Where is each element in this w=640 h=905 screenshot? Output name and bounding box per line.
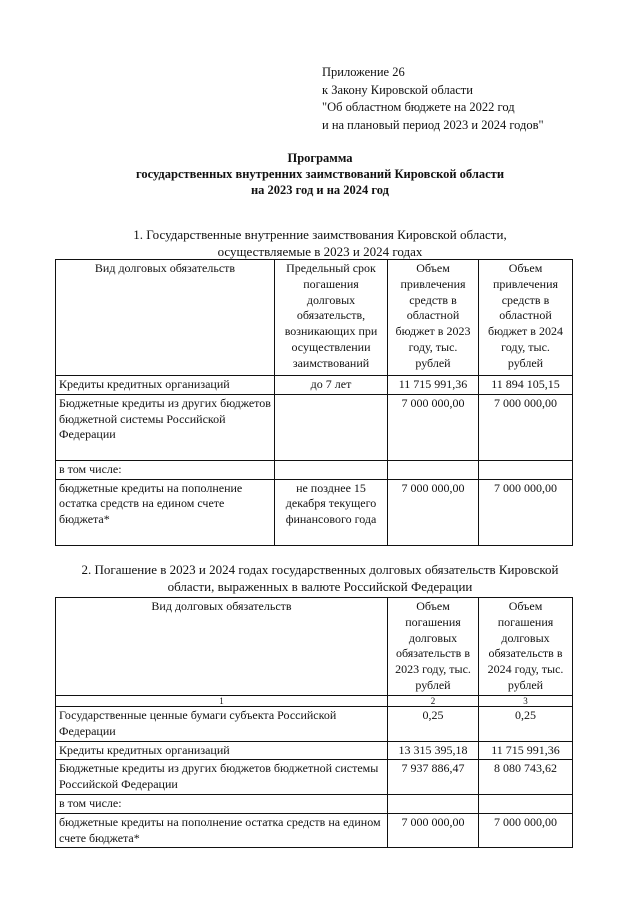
- header-cell: Объем погашения долговых обязательств в 2023 году, тыс. рублей: [388, 598, 479, 696]
- document-title: [0, 150, 640, 198]
- row-value-2023: 11 715 991,36: [388, 376, 479, 395]
- table-row: [56, 394, 573, 460]
- repayment-table: [55, 597, 573, 848]
- section-heading-line: осуществляемые в 2023 и 2024 годах: [217, 244, 423, 259]
- row-name: Бюджетные кредиты из других бюджетов бюджетной системы Российской Федерации: [56, 394, 275, 460]
- title-line: на 2023 год и на 2024 год: [250, 183, 389, 197]
- appendix-line: к Закону Кировской области: [322, 82, 473, 97]
- table-row: [56, 460, 573, 479]
- header-cell: Объем привлечения средств в областной бюджет в 2023 году, тыс. рублей: [388, 260, 479, 376]
- appendix-block: [322, 64, 544, 134]
- row-name: Кредиты кредитных организаций: [56, 741, 388, 760]
- appendix-line: Приложение 26: [322, 65, 405, 79]
- row-term: [275, 394, 388, 460]
- row-term: [275, 460, 388, 479]
- row-value-2024: 7 000 000,00: [479, 479, 573, 545]
- row-value-2024: [479, 460, 573, 479]
- appendix-line: и на плановый период 2023 и 2024 годов": [322, 117, 544, 132]
- row-value-2023: 7 000 000,00: [388, 394, 479, 460]
- row-value-2023: 0,25: [388, 707, 479, 742]
- row-value-2024: 0,25: [479, 707, 573, 742]
- header-cell: Предельный срок погашения долговых обязательств, возникающих при осуществлении заимствований: [275, 260, 388, 376]
- row-name: Бюджетные кредиты из других бюджетов бюджетной системы Российской Федерации: [56, 760, 388, 795]
- row-value-2024: [479, 794, 573, 813]
- row-value-2023: 7 000 000,00: [388, 479, 479, 545]
- row-value-2023: 7 937 886,47: [388, 760, 479, 795]
- row-value-2024: 11 715 991,36: [479, 741, 573, 760]
- row-name: в том числе:: [56, 794, 388, 813]
- row-name: бюджетные кредиты на пополнение остатка средств на едином счете бюджета*: [56, 479, 275, 545]
- column-index-row: [56, 696, 573, 707]
- row-value-2024: 11 894 105,15: [479, 376, 573, 395]
- section2-heading: [0, 561, 640, 595]
- header-cell: Объем погашения долговых обязательств в 2024 году, тыс. рублей: [479, 598, 573, 696]
- row-term: до 7 лет: [275, 376, 388, 395]
- row-name: Государственные ценные бумаги субъекта Российской Федерации: [56, 707, 388, 742]
- row-value-2023: 7 000 000,00: [388, 813, 479, 848]
- row-name: бюджетные кредиты на пополнение остатка средств на едином счете бюджета*: [56, 813, 388, 848]
- section-heading-line: 1. Государственные внутренние заимствования Кировской области,: [133, 227, 507, 242]
- table-row: [56, 376, 573, 395]
- section1-heading: [0, 226, 640, 260]
- column-index: 3: [479, 696, 573, 707]
- header-cell: Объем привлечения средств в областной бюджет в 2024 году, тыс. рублей: [479, 260, 573, 376]
- row-value-2023: 13 315 395,18: [388, 741, 479, 760]
- table-row: [56, 760, 573, 795]
- header-cell: Вид долговых обязательств: [56, 260, 275, 376]
- row-name: в том числе:: [56, 460, 275, 479]
- row-term: не позднее 15 декабря текущего финансового года: [275, 479, 388, 545]
- section-heading-line: 2. Погашение в 2023 и 2024 годах государственных долговых обязательств Кировской: [81, 562, 559, 577]
- row-value-2023: [388, 460, 479, 479]
- appendix-line: "Об областном бюджете на 2022 год: [322, 100, 515, 114]
- table-row: [56, 741, 573, 760]
- section-heading-line: области, выраженных в валюте Российской Федерации: [167, 579, 473, 594]
- row-value-2023: [388, 794, 479, 813]
- header-cell: Вид долговых обязательств: [56, 598, 388, 696]
- row-value-2024: 8 080 743,62: [479, 760, 573, 795]
- borrowings-table: [55, 259, 573, 546]
- column-index: 1: [56, 696, 388, 707]
- row-value-2024: 7 000 000,00: [479, 813, 573, 848]
- row-value-2024: 7 000 000,00: [479, 394, 573, 460]
- table-row: [56, 813, 573, 848]
- table-row: [56, 794, 573, 813]
- table-row: [56, 479, 573, 545]
- title-line: Программа: [287, 151, 353, 165]
- table-header-row: [56, 260, 573, 376]
- table-row: [56, 707, 573, 742]
- title-line: государственных внутренних заимствований Кировской области: [135, 167, 505, 181]
- column-index: 2: [388, 696, 479, 707]
- table-header-row: [56, 598, 573, 696]
- row-name: Кредиты кредитных организаций: [56, 376, 275, 395]
